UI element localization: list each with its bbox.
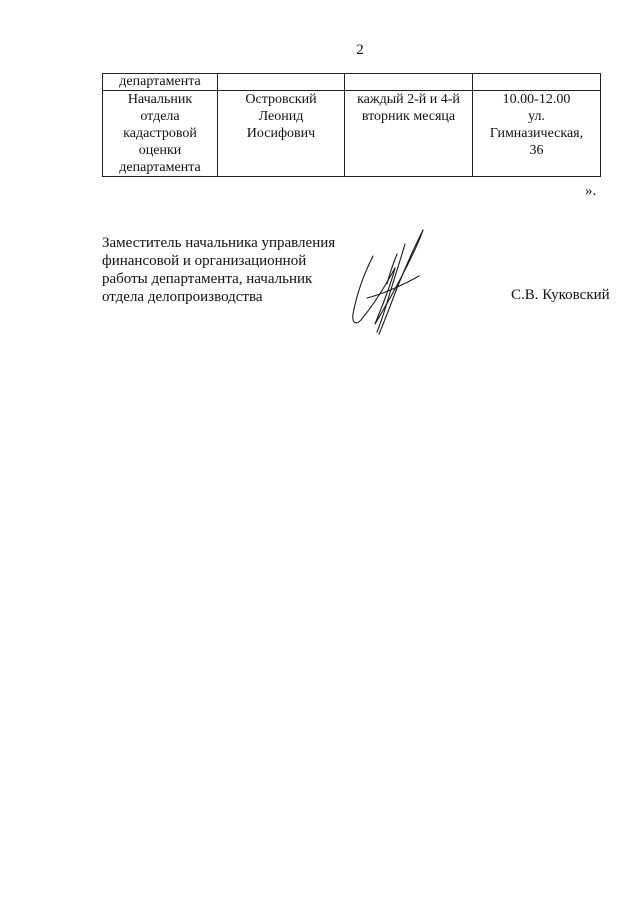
- signer-title: [102, 234, 362, 306]
- position-line: оценки: [138, 143, 182, 158]
- reception-schedule-table: [102, 73, 601, 177]
- position-line: департамента: [119, 160, 201, 175]
- handwritten-signature: [343, 224, 433, 339]
- signer-title-line: финансовой и организационной: [102, 253, 307, 269]
- cell-name: [218, 74, 345, 91]
- signer-name: С.В. Куковский: [511, 287, 610, 303]
- signer-title-line: отдела делопроизводства: [102, 289, 263, 305]
- table-row: [103, 91, 601, 177]
- cell-days: [345, 91, 473, 177]
- signer-title-line: работы департамента, начальник: [102, 271, 313, 287]
- table-row-continued: [103, 74, 601, 91]
- time-line: Гимназическая,: [489, 126, 584, 141]
- signer-title-line: Заместитель начальника управления: [102, 235, 336, 251]
- time-line: 36: [529, 143, 544, 158]
- days-line: каждый 2-й и 4-й: [357, 92, 460, 107]
- closing-quote: ».: [585, 183, 597, 199]
- cell-time: [473, 91, 601, 177]
- name-line: Леонид: [258, 109, 304, 124]
- name-line: Иосифович: [246, 126, 316, 141]
- cell-time: [473, 74, 601, 91]
- name-line: Островский: [245, 92, 317, 107]
- position-line: кадастровой: [123, 126, 197, 141]
- page-number: 2: [356, 42, 364, 58]
- cell-name: [218, 91, 345, 177]
- position-line: Начальник: [127, 92, 193, 107]
- time-line: 10.00-12.00: [502, 92, 571, 107]
- days-line: вторник месяца: [361, 109, 456, 124]
- time-line: ул.: [528, 109, 545, 124]
- cell-days: [345, 74, 473, 91]
- position-line: отдела: [140, 109, 180, 124]
- cell-position: департамента: [103, 74, 218, 91]
- cell-position: [103, 91, 218, 177]
